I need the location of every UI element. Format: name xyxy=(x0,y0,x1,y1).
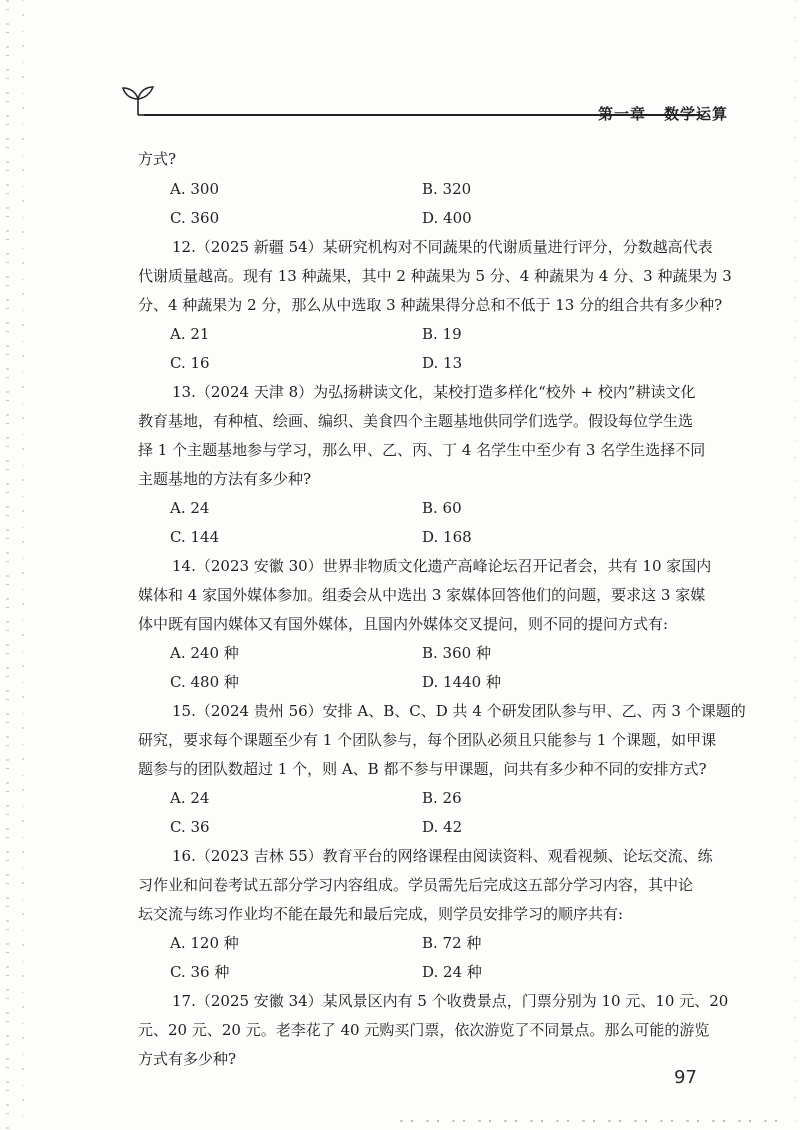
question-14-option-b: B. 360 种 xyxy=(422,644,491,662)
carryover-option-c: C. 360 xyxy=(170,209,220,227)
question-13-option-a: A. 24 xyxy=(170,499,210,517)
carryover-option-d: D. 400 xyxy=(422,209,472,227)
scan-edge-noise-left-inner xyxy=(22,0,24,1130)
scan-edge-noise-bottom xyxy=(400,1120,780,1122)
question-14-option-a: A. 240 种 xyxy=(170,644,239,662)
carryover-option-a: A. 300 xyxy=(170,180,219,198)
question-15-line-1: 15.（2024 贵州 56）安排 A、B、C、D 共 4 个研发团队参与甲、乙、丙 3 个课题的 xyxy=(172,702,746,720)
question-12-option-c: C. 16 xyxy=(170,354,210,372)
question-13-option-c: C. 144 xyxy=(170,528,220,546)
question-16-option-b: B. 72 种 xyxy=(422,934,482,952)
question-12-option-d: D. 13 xyxy=(422,354,463,372)
question-12-option-a: A. 21 xyxy=(170,325,210,343)
question-16-line-3: 坛交流与练习作业均不能在最先和最后完成，则学员安排学习的顺序共有: xyxy=(138,905,624,923)
question-16-option-a: A. 120 种 xyxy=(170,934,239,952)
question-17-line-2: 元、20 元、20 元。老李花了 40 元购买门票，依次游览了不同景点。那么可能的游览 xyxy=(138,1021,710,1039)
question-15-line-3: 题参与的团队数超过 1 个，则 A、B 都不参与甲课题，问共有多少种不同的安排方式? xyxy=(138,760,707,778)
question-12-line-3: 分、4 种蔬果为 2 分，那么从中选取 3 种蔬果得分总和不低于 13 分的组合共有多少种? xyxy=(138,296,723,314)
question-13-line-2: 教育基地，有种植、绘画、编织、美食四个主题基地供同学们选学。假设每位学生选 xyxy=(138,412,694,430)
chapter-label: 第一章 xyxy=(597,105,646,123)
scan-edge-noise-left xyxy=(6,0,9,1130)
question-13-line-1: 13.（2024 天津 8）为弘扬耕读文化，某校打造多样化“校外 + 校内”耕读文化 xyxy=(172,383,696,401)
question-16-option-c: C. 36 种 xyxy=(170,963,230,981)
question-15-line-2: 研究，要求每个课题至少有 1 个团队参与，每个团队必须且只能参与 1 个课题，如甲课 xyxy=(138,731,717,749)
question-14-line-2: 媒体和 4 家国外媒体参加。组委会从中选出 3 家媒体回答他们的问题，要求这 3 家媒 xyxy=(138,586,706,604)
page-number: 97 xyxy=(674,1067,697,1088)
question-12-option-b: B. 19 xyxy=(422,325,462,343)
question-13-option-d: D. 168 xyxy=(422,528,472,546)
question-14-line-1: 14.（2023 安徽 30）世界非物质文化遗产高峰论坛召开记者会，共有 10 家国内 xyxy=(172,557,712,575)
question-16-line-2: 习作业和问卷考试五部分学习内容组成。学员需先后完成这五部分学习内容，其中论 xyxy=(138,876,694,894)
question-17-line-3: 方式有多少种? xyxy=(138,1050,237,1068)
question-12-line-2: 代谢质量越高。现有 13 种蔬果，其中 2 种蔬果为 5 分、4 种蔬果为 4 分、3 种蔬果为 3 xyxy=(138,267,732,285)
carryover-option-b: B. 320 xyxy=(422,180,472,198)
question-15-option-a: A. 24 xyxy=(170,789,210,807)
question-15-option-d: D. 42 xyxy=(422,818,463,836)
question-13-line-4: 主题基地的方法有多少种? xyxy=(138,470,312,488)
question-16-option-d: D. 24 种 xyxy=(422,963,482,981)
question-16-line-1: 16.（2023 吉林 55）教育平台的网络课程由阅读资料、观看视频、论坛交流、练 xyxy=(172,847,713,865)
chapter-heading xyxy=(598,103,728,124)
question-12-line-1: 12.（2025 新疆 54）某研究机构对不同蔬果的代谢质量进行评分，分数越高代表 xyxy=(172,238,713,256)
question-17-line-1: 17.（2025 安徽 34）某风景区内有 5 个收费景点，门票分别为 10 元、10 元、20 xyxy=(172,992,729,1010)
question-15-option-c: C. 36 xyxy=(170,818,210,836)
page-header xyxy=(118,84,728,124)
question-13-line-3: 择 1 个主题基地参与学习，那么甲、乙、丙、丁 4 名学生中至少有 3 名学生选择不同 xyxy=(138,441,706,459)
question-15-option-b: B. 26 xyxy=(422,789,462,807)
carryover-text: 方式? xyxy=(138,150,177,168)
question-14-line-3: 体中既有国内媒体又有国外媒体，且国内外媒体交叉提问，则不同的提问方式有: xyxy=(138,615,669,633)
question-14-option-d: D. 1440 种 xyxy=(422,673,501,691)
scan-edge-noise-right xyxy=(794,0,796,1130)
question-13-option-b: B. 60 xyxy=(422,499,462,517)
question-14-option-c: C. 480 种 xyxy=(170,673,239,691)
chapter-title: 数学运算 xyxy=(663,105,728,123)
